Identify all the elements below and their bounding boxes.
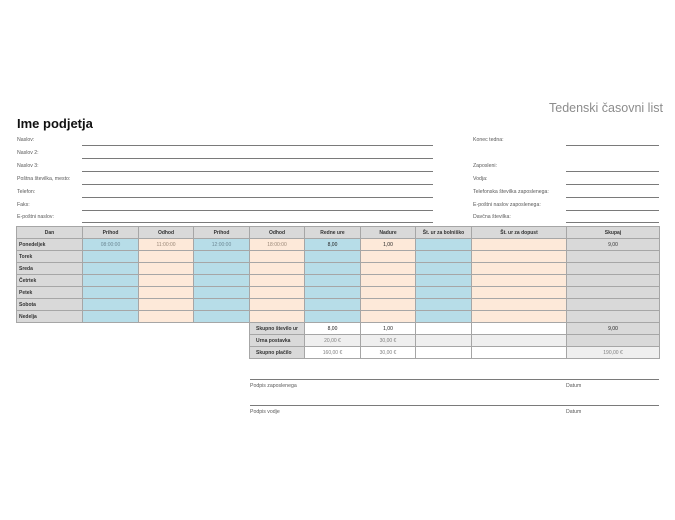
col-header-in2: Prihod: [194, 227, 250, 239]
total-cell: [567, 299, 660, 311]
day-cell: Sreda: [17, 263, 83, 275]
out2-cell[interactable]: [250, 251, 305, 263]
summary-overtime[interactable]: 30,00 €: [361, 335, 416, 347]
address2-label: Naslov 2:: [17, 150, 39, 156]
summary-total: [567, 335, 660, 347]
overtime-cell[interactable]: [361, 299, 416, 311]
in1-cell[interactable]: [83, 299, 139, 311]
overtime-cell[interactable]: [361, 287, 416, 299]
table-header-row: [17, 227, 660, 239]
total-cell: 9,00: [567, 239, 660, 251]
regular-cell[interactable]: [305, 311, 361, 323]
out2-cell[interactable]: [250, 287, 305, 299]
address-label: Naslov:: [17, 137, 35, 143]
postal-city-label: Poštna številka, mesto:: [17, 176, 71, 182]
table-row: [17, 239, 660, 251]
vacation-cell[interactable]: [472, 263, 567, 275]
sick-cell[interactable]: [416, 263, 472, 275]
employee-email-label: E-poštni naslov zaposlenega:: [473, 202, 541, 208]
manager-date-label: Datum: [566, 409, 582, 415]
summary-row-total-hours: [17, 323, 660, 335]
email-label: E-poštni naslov:: [17, 214, 54, 220]
employee-signature-label: Podpis zaposlenega: [250, 383, 297, 389]
summary-regular[interactable]: 20,00 €: [305, 335, 361, 347]
manager-signature-label: Podpis vodje: [250, 409, 280, 415]
employee-date-label: Datum: [566, 383, 582, 389]
table-row: [17, 311, 660, 323]
col-header-regular: Redne ure: [305, 227, 361, 239]
employee-line: [566, 171, 659, 172]
sick-cell[interactable]: [416, 239, 472, 251]
tax-number-label: Davčna številka:: [473, 214, 511, 220]
address3-label: Naslov 3:: [17, 163, 39, 169]
table-row: [17, 299, 660, 311]
in1-cell[interactable]: [83, 275, 139, 287]
col-header-vacation: Št. ur za dopust: [472, 227, 567, 239]
out1-cell[interactable]: [139, 263, 194, 275]
timesheet-table: [16, 226, 660, 359]
sick-cell[interactable]: [416, 299, 472, 311]
summary-sick: [416, 347, 472, 359]
regular-cell[interactable]: [305, 299, 361, 311]
employee-phone-line: [566, 197, 659, 198]
col-header-out1: Odhod: [139, 227, 194, 239]
summary-vacation: [472, 323, 567, 335]
day-cell: Sobota: [17, 299, 83, 311]
vacation-cell[interactable]: [472, 287, 567, 299]
total-cell: [567, 263, 660, 275]
sick-cell[interactable]: [416, 287, 472, 299]
day-cell: Nedelja: [17, 311, 83, 323]
postal-city-line: [82, 184, 433, 185]
regular-cell[interactable]: 8,00: [305, 239, 361, 251]
summary-label: Urna postavka: [250, 335, 305, 347]
summary-row-total-pay: [17, 347, 660, 359]
out1-cell[interactable]: [139, 299, 194, 311]
out2-cell[interactable]: [250, 311, 305, 323]
summary-sick[interactable]: [416, 335, 472, 347]
in1-cell[interactable]: 08:00:00: [83, 239, 139, 251]
employee-label: Zaposleni:: [473, 163, 497, 169]
in2-cell[interactable]: [194, 251, 250, 263]
employee-phone-label: Telefonska številka zaposlenega:: [473, 189, 549, 195]
summary-vacation[interactable]: [472, 335, 567, 347]
out2-cell[interactable]: 18:00:00: [250, 239, 305, 251]
in1-cell[interactable]: [83, 287, 139, 299]
employee-signature-top-line: [250, 379, 659, 380]
overtime-cell[interactable]: [361, 311, 416, 323]
fax-label: Faks:: [17, 202, 30, 208]
table-row: [17, 263, 660, 275]
overtime-cell[interactable]: [361, 263, 416, 275]
in2-cell[interactable]: [194, 275, 250, 287]
col-header-sick: Št. ur za bolniško: [416, 227, 472, 239]
tax-number-line: [566, 222, 659, 223]
week-ending-line: [566, 145, 659, 146]
total-cell: [567, 311, 660, 323]
manager-line: [566, 184, 659, 185]
vacation-cell[interactable]: [472, 275, 567, 287]
employee-signature-line: [250, 405, 659, 406]
regular-cell[interactable]: [305, 251, 361, 263]
overtime-cell[interactable]: [361, 251, 416, 263]
col-header-overtime: Nadure: [361, 227, 416, 239]
regular-cell[interactable]: [305, 287, 361, 299]
document-title: Tedenski časovni list: [549, 101, 663, 115]
summary-label: Skupno število ur: [250, 323, 305, 335]
summary-overtime: 30,00 €: [361, 347, 416, 359]
vacation-cell[interactable]: [472, 299, 567, 311]
in1-cell[interactable]: [83, 251, 139, 263]
out2-cell[interactable]: [250, 299, 305, 311]
day-cell: Petek: [17, 287, 83, 299]
summary-vacation: [472, 347, 567, 359]
regular-cell[interactable]: [305, 275, 361, 287]
email-line: [82, 222, 433, 223]
vacation-cell[interactable]: [472, 239, 567, 251]
out2-cell[interactable]: [250, 275, 305, 287]
summary-total: 190,00 €: [567, 347, 660, 359]
col-header-total: Skupaj: [567, 227, 660, 239]
phone-label: Telefon:: [17, 189, 36, 195]
total-cell: [567, 287, 660, 299]
col-header-day: Dan: [17, 227, 83, 239]
total-cell: [567, 275, 660, 287]
in2-cell[interactable]: [194, 299, 250, 311]
company-name: Ime podjetja: [17, 116, 93, 131]
summary-total: 9,00: [567, 323, 660, 335]
phone-line: [82, 197, 433, 198]
employee-email-line: [566, 210, 659, 211]
col-header-in1: Prihod: [83, 227, 139, 239]
summary-regular: 160,00 €: [305, 347, 361, 359]
in2-cell[interactable]: 12:00:00: [194, 239, 250, 251]
day-cell: Četrtek: [17, 275, 83, 287]
in2-cell[interactable]: [194, 263, 250, 275]
overtime-cell[interactable]: 1,00: [361, 239, 416, 251]
week-ending-label: Konec tedna:: [473, 137, 504, 143]
vacation-cell[interactable]: [472, 251, 567, 263]
total-cell: [567, 251, 660, 263]
sick-cell[interactable]: [416, 251, 472, 263]
address3-line: [82, 171, 433, 172]
summary-overtime: 1,00: [361, 323, 416, 335]
summary-row-hourly-rate: [17, 335, 660, 347]
col-header-out2: Odhod: [250, 227, 305, 239]
out1-cell[interactable]: [139, 251, 194, 263]
fax-line: [82, 210, 433, 211]
summary-sick: [416, 323, 472, 335]
table-row: [17, 251, 660, 263]
day-cell: Torek: [17, 251, 83, 263]
regular-cell[interactable]: [305, 263, 361, 275]
in1-cell[interactable]: [83, 311, 139, 323]
table-row: [17, 275, 660, 287]
sick-cell[interactable]: [416, 275, 472, 287]
out1-cell[interactable]: [139, 275, 194, 287]
manager-label: Vodja:: [473, 176, 488, 182]
out2-cell[interactable]: [250, 263, 305, 275]
address-line: [82, 145, 433, 146]
in1-cell[interactable]: [83, 263, 139, 275]
out1-cell[interactable]: 11:00:00: [139, 239, 194, 251]
in2-cell[interactable]: [194, 287, 250, 299]
in2-cell[interactable]: [194, 311, 250, 323]
day-cell: Ponedeljek: [17, 239, 83, 251]
address2-line: [82, 158, 433, 159]
overtime-cell[interactable]: [361, 275, 416, 287]
vacation-cell[interactable]: [472, 311, 567, 323]
table-row: [17, 287, 660, 299]
sick-cell[interactable]: [416, 311, 472, 323]
summary-regular: 8,00: [305, 323, 361, 335]
out1-cell[interactable]: [139, 287, 194, 299]
out1-cell[interactable]: [139, 311, 194, 323]
summary-label: Skupno plačilo: [250, 347, 305, 359]
